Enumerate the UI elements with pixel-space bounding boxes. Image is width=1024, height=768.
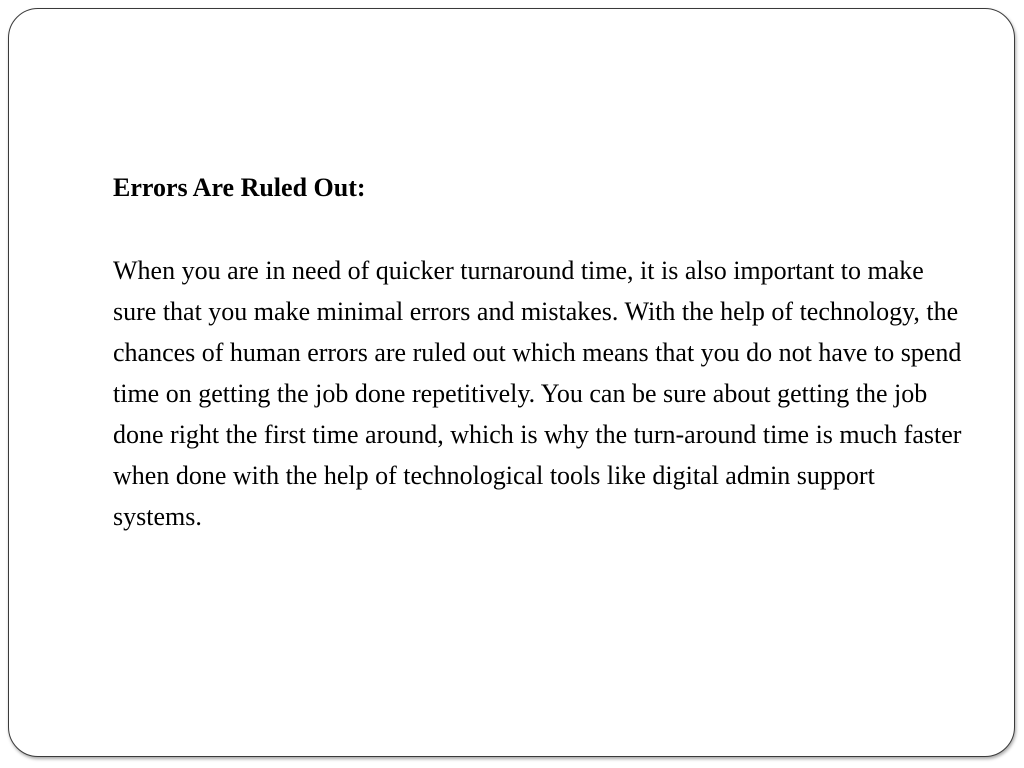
slide-heading: Errors Are Ruled Out:: [113, 173, 366, 202]
slide-paragraph: When you are in need of quicker turnaround time, it is also important to make sure that you make minimal errors and mistakes. With the help of technology, the chances of human errors are ruled out which means that you do not have to spend time on getting the job done repetitively. You can be sure about getting the job done right the first time around, which is why the turn-around time is much faster when done with the help of technological tools like digital admin support systems.: [113, 256, 962, 531]
slide-content: [113, 168, 963, 537]
